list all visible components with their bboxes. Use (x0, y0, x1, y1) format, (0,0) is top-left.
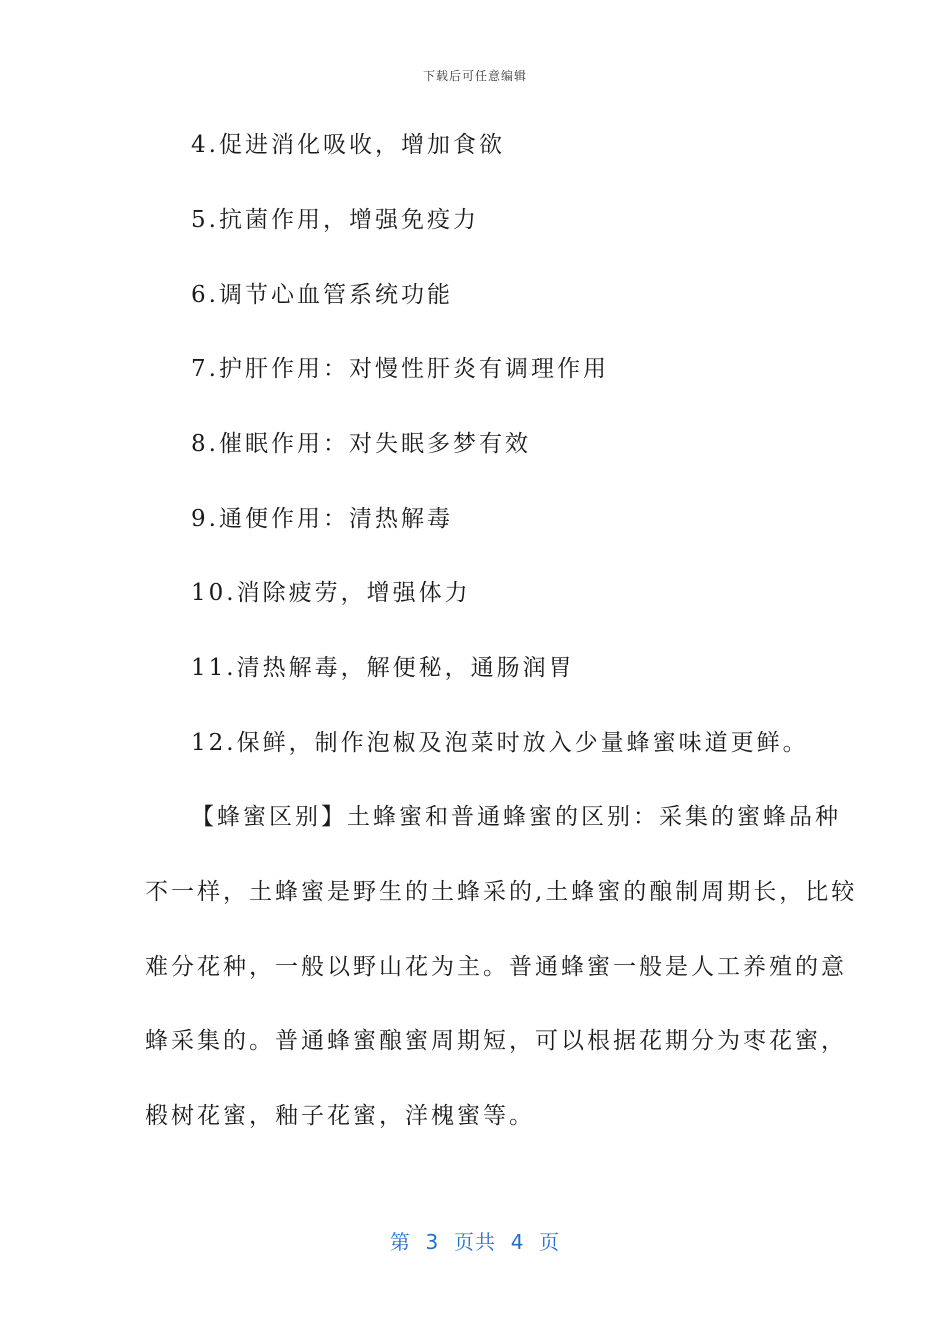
paragraph-line: 椴树花蜜，釉子花蜜，洋槐蜜等。 (145, 1103, 535, 1129)
list-item: 10.消除疲劳，增强体力 (191, 580, 471, 606)
list-item: 8.催眠作用：对失眠多梦有效 (191, 431, 531, 457)
paragraph-line: 难分花种，一般以野山花为主。普通蜂蜜一般是人工养殖的意 (145, 954, 847, 980)
header-note: 下载后可任意编辑 (422, 69, 527, 83)
list-item: 5.抗菌作用，增强免疫力 (191, 207, 479, 233)
list-item: 6.调节心血管系统功能 (191, 282, 453, 308)
paragraph-line: 不一样，土蜂蜜是野生的土蜂采的,土蜂蜜的酿制周期长，比较 (145, 879, 858, 905)
paragraph-line: 蜂采集的。普通蜂蜜酿蜜周期短，可以根据花期分为枣花蜜， (145, 1028, 847, 1054)
page-number-footer: 第 3 页共 4 页 (389, 1230, 561, 1254)
list-item: 9.通便作用：清热解毒 (191, 506, 453, 532)
paragraph-line: 【蜂蜜区别】土蜂蜜和普通蜂蜜的区别：采集的蜜蜂品种 (191, 804, 841, 830)
list-item: 12.保鲜，制作泡椒及泡菜时放入少量蜂蜜味道更鲜。 (191, 730, 809, 756)
list-item: 11.清热解毒，解便秘，通肠润胃 (191, 655, 575, 681)
list-item: 4.促进消化吸收，增加食欲 (191, 132, 505, 158)
list-item: 7.护肝作用：对慢性肝炎有调理作用 (191, 356, 609, 382)
